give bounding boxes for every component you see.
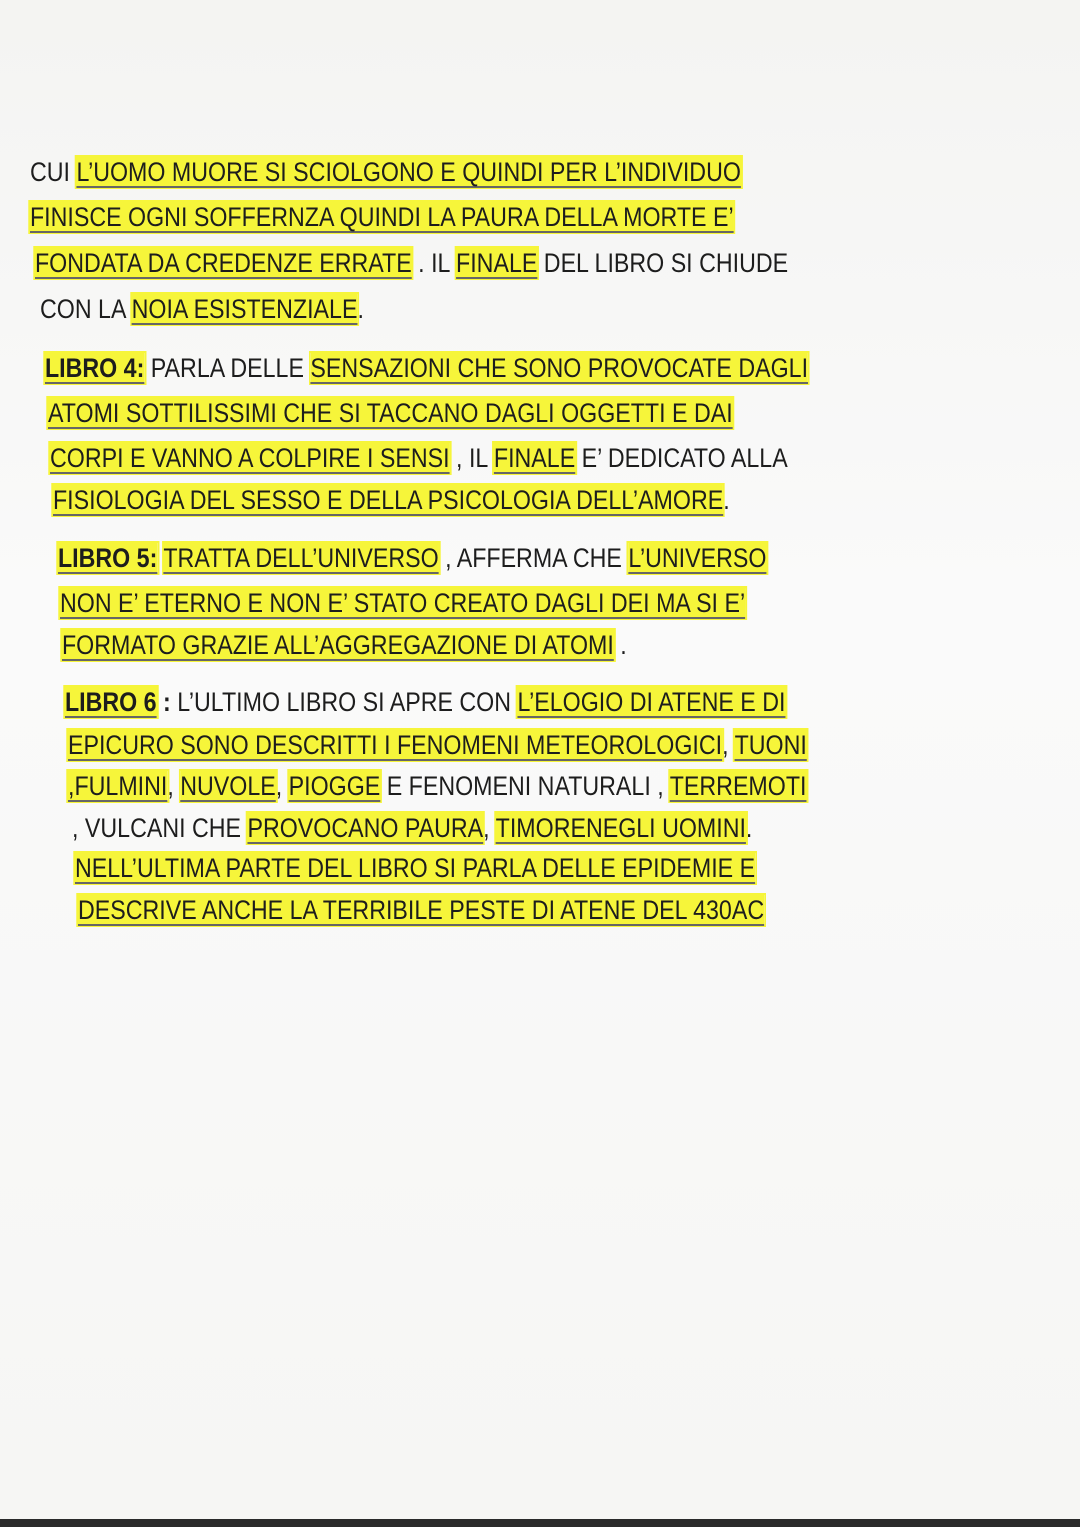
highlighted-text: NON E’ ETERNO E NON E’ STATO CREATO DAGLI DEI MA SI E’: [60, 588, 746, 618]
highlighted-text: SENSAZIONI CHE SONO PROVOCATE DAGLI: [310, 353, 809, 383]
text-segment: , IL: [449, 443, 494, 473]
text-segment: .: [745, 813, 753, 843]
text-line: [68, 769, 806, 803]
highlighted-text: TUONI: [734, 730, 807, 760]
text-segment: ,: [275, 771, 289, 801]
highlighted-text: TERREMOTI: [669, 771, 807, 801]
text-line: [48, 396, 733, 430]
highlighted-text: ,FULMINI: [68, 771, 168, 801]
text-segment: ,: [722, 730, 735, 760]
highlighted-text: NELL’ULTIMA PARTE DEL LIBRO SI PARLA DELLE EPIDEMIE E: [75, 853, 756, 883]
highlighted-text: NOIA ESISTENZIALE: [131, 294, 358, 324]
highlighted-text: FINALE: [493, 443, 576, 473]
highlighted-text: FINISCE OGNI SOFFERNZA QUINDI LA PAURA DELLA MORTE E’: [30, 202, 734, 232]
text-line: [78, 893, 764, 927]
text-segment: :: [156, 687, 178, 717]
highlighted-text: TRATTA DELL’UNIVERSO: [163, 543, 439, 573]
text-segment: .: [613, 630, 627, 660]
text-segment: CUI: [30, 157, 77, 187]
text-line: [40, 292, 364, 326]
text-segment: ,: [483, 813, 496, 843]
highlighted-text: L’UOMO MUORE SI SCIOLGONO E QUINDI PER L’INDIVIDUO: [76, 157, 741, 187]
page-edge: [0, 1519, 1080, 1527]
highlighted-text: FONDATA DA CREDENZE ERRATE: [35, 248, 412, 278]
text-line: [58, 541, 766, 575]
highlighted-text: FISIOLOGIA DEL SESSO E DELLA PSICOLOGIA DELL’AMORE: [53, 485, 724, 515]
text-line: [75, 851, 755, 885]
text-segment: , AFFERMA CHE: [438, 543, 629, 573]
text-line: [72, 811, 752, 845]
text-segment: DEL LIBRO SI CHIUDE: [537, 248, 789, 278]
text-segment: .: [357, 294, 364, 324]
text-line: [50, 441, 788, 475]
text-segment: L’ULTIMO LIBRO SI APRE CON: [177, 687, 518, 717]
highlighted-text: ATOMI SOTTILISSIMI CHE SI TACCANO DAGLI OGGETTI E DAI: [48, 398, 733, 428]
text-line: [30, 200, 734, 234]
text-segment: E FENOMENI NATURALI ,: [380, 771, 670, 801]
text-line: [62, 628, 627, 662]
highlighted-text: PROVOCANO PAURA: [247, 813, 484, 843]
text-segment: E’ DEDICATO ALLA: [575, 443, 788, 473]
text-segment: . IL: [411, 248, 457, 278]
highlighted-text: LIBRO 6: [65, 687, 157, 717]
text-segment: , VULCANI CHE: [72, 813, 248, 843]
text-segment: PARLA DELLE: [144, 353, 311, 383]
highlighted-text: FINALE: [456, 248, 538, 278]
text-segment: .: [723, 485, 730, 515]
highlighted-text: PIOGGE: [288, 771, 381, 801]
text-line: [45, 351, 808, 385]
highlighted-text: EPICURO SONO DESCRITTI I FENOMENI METEOROLOGICI: [68, 730, 723, 760]
highlighted-text: LIBRO 4:: [45, 353, 145, 383]
text-line: [53, 483, 730, 517]
highlighted-text: L’UNIVERSO: [628, 543, 767, 573]
text-line: [60, 586, 745, 620]
highlighted-text: DESCRIVE ANCHE LA TERRIBILE PESTE DI ATENE DEL 430AC: [78, 895, 765, 925]
text-line: [65, 685, 785, 719]
text-line: [30, 155, 741, 189]
text-segment: CON LA: [40, 294, 132, 324]
highlighted-text: TIMORENEGLI UOMINI: [495, 813, 746, 843]
text-line: [35, 246, 788, 280]
highlighted-text: CORPI E VANNO A COLPIRE I SENSI: [50, 443, 450, 473]
text-line: [68, 728, 807, 762]
highlighted-text: NUVOLE: [180, 771, 276, 801]
text-segment: [157, 543, 163, 573]
highlighted-text: FORMATO GRAZIE ALL’AGGREGAZIONE DI ATOMI: [62, 630, 614, 660]
highlighted-text: LIBRO 5:: [58, 543, 158, 573]
text-segment: ,: [167, 771, 181, 801]
highlighted-text: L’ELOGIO DI ATENE E DI: [517, 687, 786, 717]
